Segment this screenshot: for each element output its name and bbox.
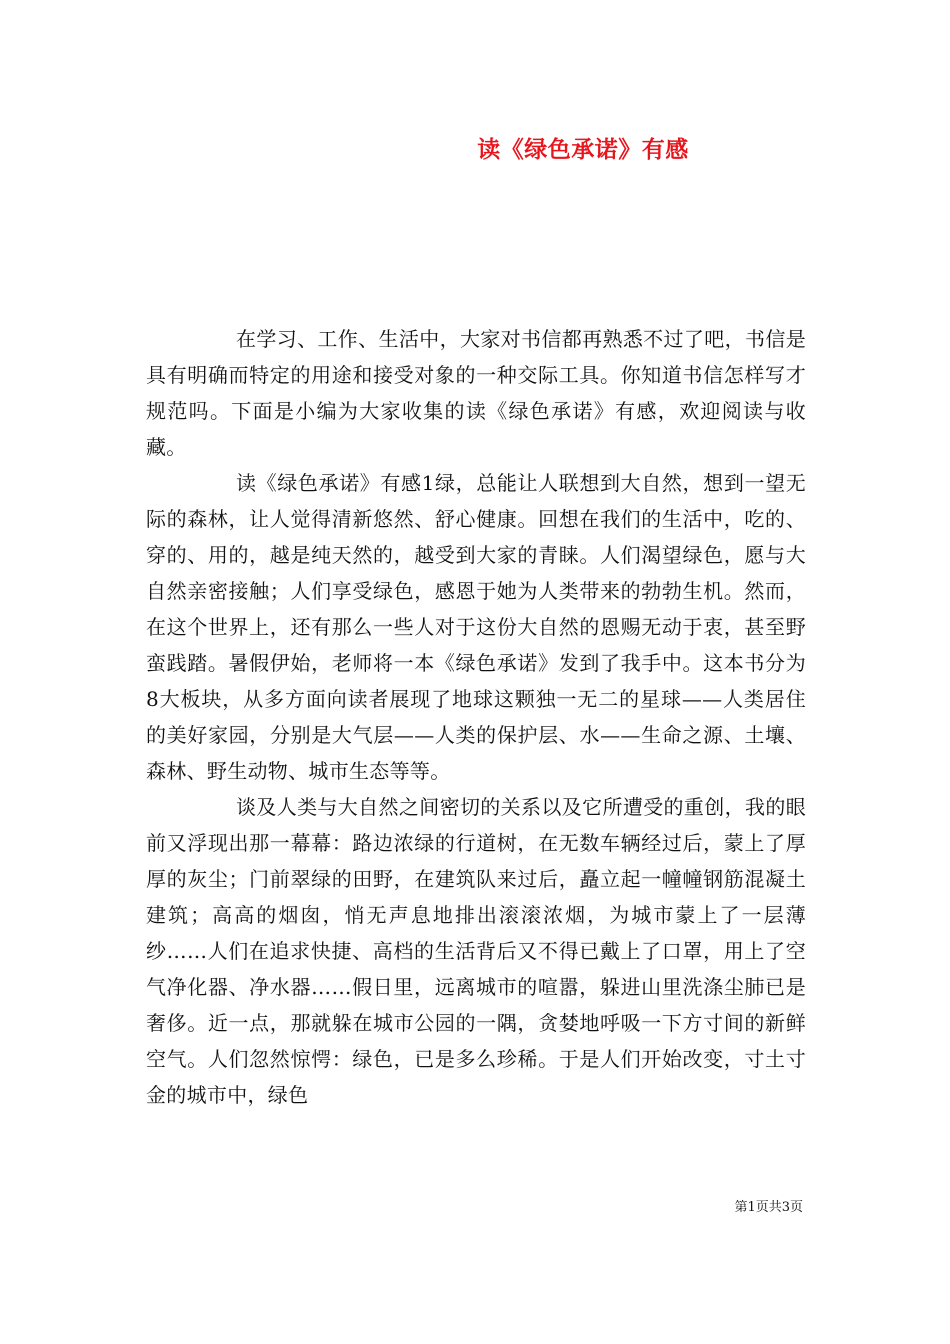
document-title: 读《绿色承诺》有感 (477, 136, 689, 163)
paragraph-essay-one: 读《绿色承诺》有感1绿，总能让人联想到大自然，想到一望无际的森林，让人觉得清新悠然、舒心健康。回想在我们的生活中，吃的、穿的、用的，越是纯天然的，越受到大家的青睐。人们渴望绿色，愿与大自然亲密接触；人们享受绿色，感恩于她为人类带来的勃勃生机。然而，在这个世界上，还有那么一些人对于这份大自然的恩赐无动于衷，甚至野蛮践踏。暑假伊始，老师将一本《绿色承诺》发到了我手中。这本书分为8大板块，从多方面向读者展现了地球这颗独一无二的星球——人类居住的美好家园，分别是大气层——人类的保护层、水——生命之源、土壤、森林、野生动物、城市生态等等。 (146, 471, 806, 783)
document-body (146, 321, 806, 1113)
paragraph-essay-two: 谈及人类与大自然之间密切的关系以及它所遭受的重创，我的眼前又浮现出那一幕幕：路边浓绿的行道树，在无数车辆经过后，蒙上了厚厚的灰尘；门前翠绿的田野，在建筑队来过后，矗立起一幢幢钢筋混凝土建筑；高高的烟囱，悄无声息地排出滚滚浓烟，为城市蒙上了一层薄纱……人们在追求快捷、高档的生活背后又不得已戴上了口罩，用上了空气净化器、净水器……假日里，远离城市的喧嚣，躲进山里洗涤尘肺已是奢侈。近一点，那就躲在城市公园的一隅，贪婪地呼吸一下方寸间的新鲜空气。人们忽然惊愕：绿色，已是多么珍稀。于是人们开始改变，寸土寸金的城市中，绿色 (146, 795, 806, 1107)
page-number-footer: 第1页共3页 (734, 1200, 803, 1215)
paragraph-intro: 在学习、工作、生活中，大家对书信都再熟悉不过了吧，书信是具有明确而特定的用途和接受对象的一种交际工具。你知道书信怎样写才规范吗。下面是小编为大家收集的读《绿色承诺》有感，欢迎阅读与收藏。 (146, 327, 806, 459)
